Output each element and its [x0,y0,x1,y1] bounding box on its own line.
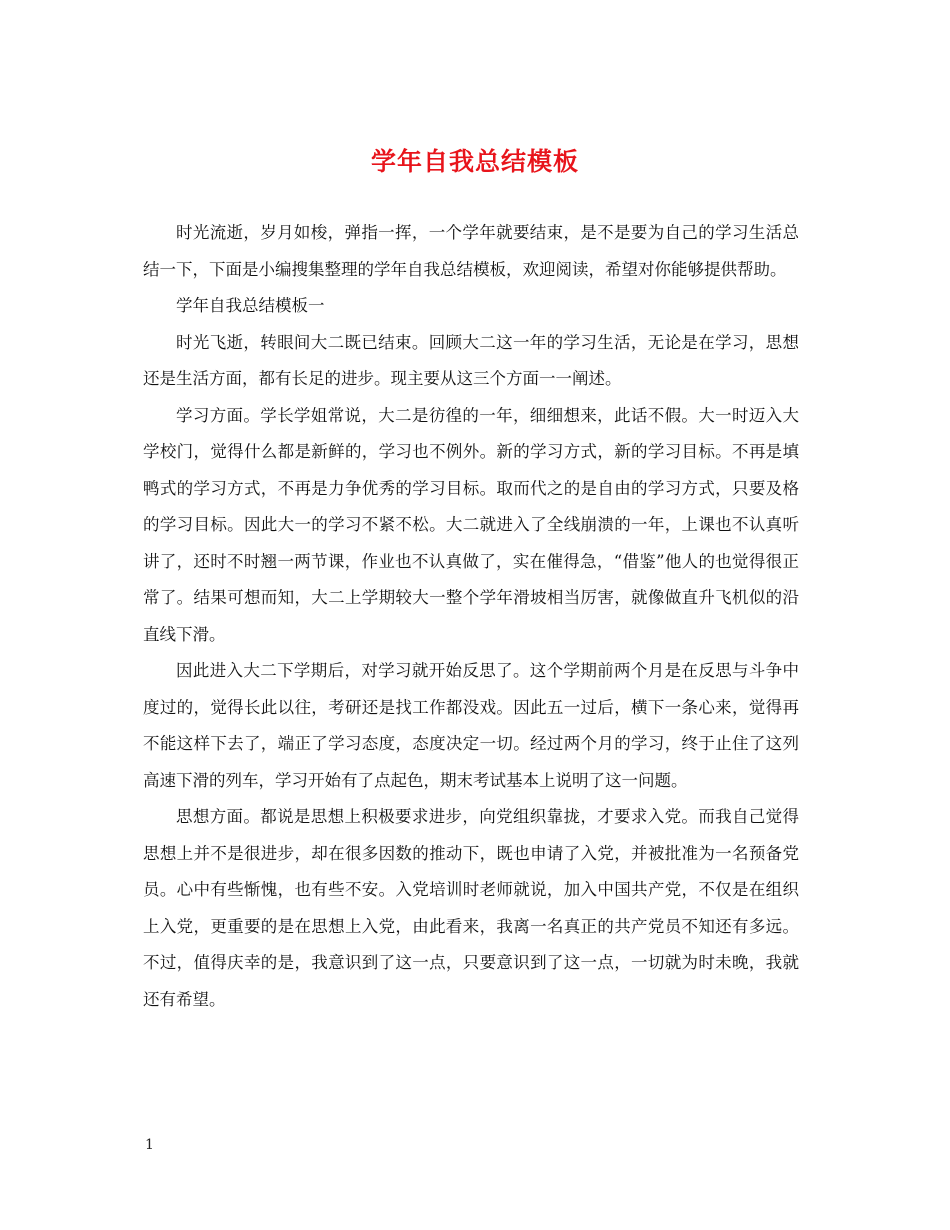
page-number: 1 [145,1137,154,1153]
document-title: 学年自我总结模板 [370,147,579,176]
section-heading: 学年自我总结模板一 [176,296,325,315]
document-body [143,215,799,1018]
paragraph-thought: 思想方面。都说是思想上积极要求进步，向党组织靠拢，才要求入党。而我自己觉得思想上并不是很进步，却在很多因数的推动下，既也申请了入党，并被批准为一名预备党员。心中有些惭愧，也有些不安。入党培训时老师就说，加入中国共产党，不仅是在组织上入党，更重要的是在思想上入党，由此看来，我离一名真正的共产党员不知还有多远。不过，值得庆幸的是，我意识到了这一点，只要意识到了这一点，一切就为时未晚，我就还有希望。 [143,807,799,1009]
paragraph-study: 学习方面。学长学姐常说，大二是彷徨的一年，细细想来，此话不假。大一时迈入大学校门，觉得什么都是新鲜的，学习也不例外。新的学习方式，新的学习目标。不再是填鸭式的学习方式，不再是力争优秀的学习目标。取而代之的是自由的学习方式，只要及格的学习目标。因此大一的学习不紧不松。大二就进入了全线崩溃的一年，上课也不认真听讲了，还时不时翘一两节课，作业也不认真做了，实在催得急，“借鉴”他人的也觉得很正常了。结果可想而知，大二上学期较大一整个学年滑坡相当厉害，就像做直升飞机似的沿直线下滑。 [143,405,799,644]
paragraph-overview: 时光飞逝，转眼间大二既已结束。回顾大二这一年的学习生活，无论是在学习，思想还是生活方面，都有长足的进步。现主要从这三个方面一一阐述。 [143,332,799,388]
paragraph-intro: 时光流逝，岁月如梭，弹指一挥，一个学年就要结束，是不是要为自己的学习生活总结一下，下面是小编搜集整理的学年自我总结模板，欢迎阅读，希望对你能够提供帮助。 [143,223,799,279]
paragraph-reflection: 因此进入大二下学期后，对学习就开始反思了。这个学期前两个月是在反思与斗争中度过的，觉得长此以往，考研还是找工作都没戏。因此五一过后，横下一条心来，觉得再不能这样下去了，端正了学习态度，态度决定一切。经过两个月的学习，终于止住了这列高速下滑的列车，学习开始有了点起色，期末考试基本上说明了这一问题。 [143,661,799,790]
